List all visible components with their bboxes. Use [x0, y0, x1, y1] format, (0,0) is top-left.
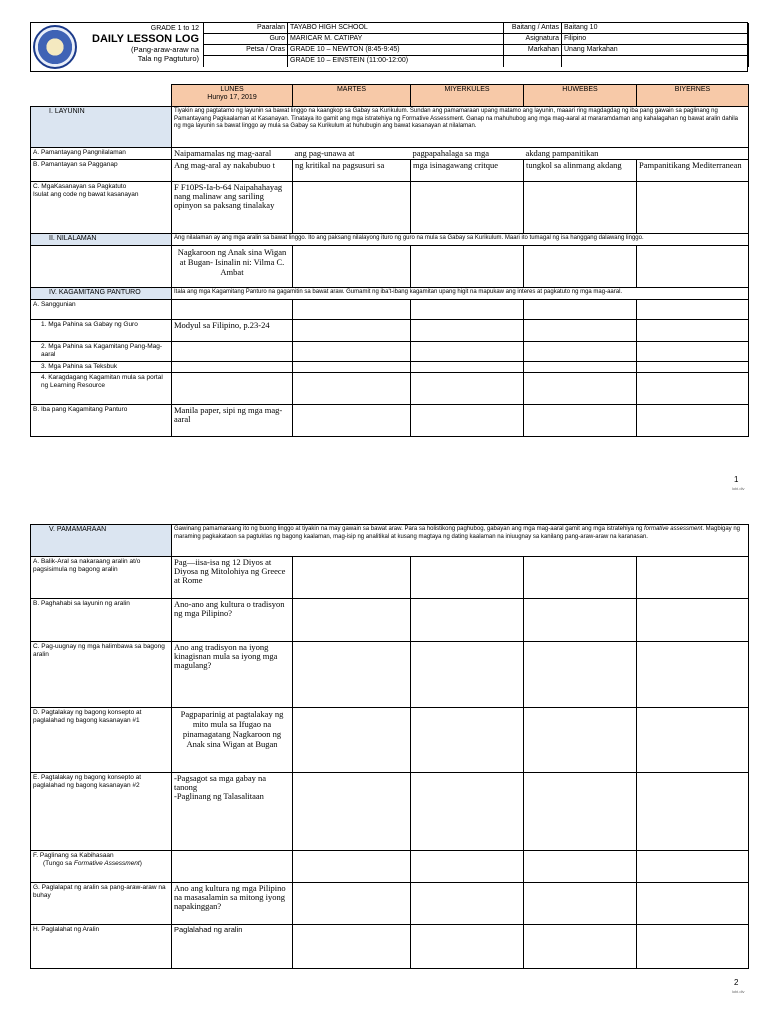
kagamitan-title: IV. KAGAMITANG PANTURO — [31, 288, 172, 300]
step-D-label: D. Pagtalakay ng bagong konsepto at paglalahad ng bagong kasanayan #1 — [31, 708, 172, 773]
subtitle-line2: Tala ng Pagtuturo) — [137, 54, 199, 63]
nilalaman-title: II. NILALAMAN — [31, 234, 172, 246]
markahan-value: Unang Markahan — [562, 45, 749, 56]
pp-martes: ng kritikal na pagsusuri sa — [293, 160, 411, 182]
itemB-label: B. Iba pang Kagamitang Panturo — [31, 405, 172, 437]
layunin-title: I. LAYUNIN — [31, 107, 172, 148]
dll-title: DAILY LESSON LOG — [92, 33, 199, 45]
step-G-lunes: Ano ang kultura ng mga Pilipino na masasalamin sa mitong iyong napakinggan? — [172, 883, 293, 925]
item1-lunes: Modyul sa Filipino, p.23-24 — [172, 320, 293, 342]
pn-martes: ang pag-unawa at — [293, 148, 411, 160]
day-huwebes: HUWEBES — [524, 85, 637, 107]
petsa-label: Petsa / Oras — [204, 45, 288, 56]
markahan-label: Markahan — [504, 45, 562, 56]
item3-label: 3. Mga Pahina sa Teksbuk — [31, 362, 172, 373]
page1-sub: lobi.div — [732, 486, 745, 491]
asignatura-label: Asignatura — [504, 34, 562, 45]
item1-label: 1. Mga Pahina sa Gabay ng Guro — [31, 320, 172, 342]
day-martes: MARTES — [293, 85, 411, 107]
pn-huwebes: akdang pampanitikan — [524, 148, 637, 160]
sanggunian-label: A. Sanggunian — [31, 300, 172, 320]
baitang-label: Baitang / Antas — [504, 23, 562, 34]
kasanayan-lunes: F F10PS-Ia-b-64 Naipahahayag nang malinaw ang sariling opinyon sa paksang tinalakay — [172, 182, 293, 234]
header-grid-right — [503, 23, 749, 67]
subtitle-line1: (Pang-araw-araw na — [131, 45, 199, 54]
step-F-label: F. Paglinang sa Kabihasaan (Tungo sa Formative Assessment) — [31, 851, 172, 883]
header-block — [30, 22, 748, 72]
pamantayan-nilalaman-label: A. Pamantayang Pangnilalaman — [31, 148, 172, 160]
petsa-value-1: GRADE 10 – NEWTON (8:45-9:45) — [288, 45, 504, 56]
pn-miyerkules: pagpapahalaga sa mga — [411, 148, 524, 160]
step-B-label: B. Paghahabi sa layunin ng aralin — [31, 599, 172, 642]
guro-label: Guro — [204, 34, 288, 45]
day-miyerkules: MIYERKULES — [411, 85, 524, 107]
header-grid-left — [203, 23, 504, 67]
kasanayan-sublabel: Isulat ang code ng bawat kasanayan — [33, 191, 139, 198]
step-C-lunes: Ano ang tradisyon na iyong kinagisnan mula sa iyong mga magulang? — [172, 642, 293, 708]
asignatura-value: Filipino — [562, 34, 749, 45]
page1-table — [30, 84, 749, 437]
guro-value: MARICAR M. CATIPAY — [288, 34, 504, 45]
page2-table — [30, 524, 749, 969]
pamantayan-pagganap-label: B. Pamantayan sa Pagganap — [31, 160, 172, 182]
day-biyernes: BIYERNES — [637, 85, 749, 107]
pamamaraan-text: Gawinang pamamaraang ito ng buong linggo at tiyakin na may gawain sa bawat araw. Para sa holistikong paghubog, gabayan ang mga mag-aaral gamit ang mga istratehiya ng formative assessment. Magbigay ng maraming pagkakataon sa pagtuklas ng bagong kaalaman, mag-isip ng analitikal at kusang magtaya ng dating kaalaman na iniuugnay sa kanilang pang-araw-araw na karanasan. — [172, 525, 749, 557]
pp-miyerkules: mga isinagawang critque — [411, 160, 524, 182]
step-E-label: E. Pagtalakay ng bagong konsepto at paglalahad ng bagong kasanayan #2 — [31, 773, 172, 851]
paaralan-label: Paaralan — [204, 23, 288, 34]
header-title — [81, 23, 203, 71]
lunes-date: Hunyo 17, 2019 — [207, 94, 257, 101]
itemB-lunes: Manila paper, sipi ng mga mag-aaral — [172, 405, 293, 437]
page2-table-wrap — [30, 524, 748, 969]
step-H-label: H. Paglalahat ng Aralin — [31, 925, 172, 969]
step-A-label: A. Balik-Aral sa nakaraang aralin at/o pagsisimula ng bagong aralin — [31, 557, 172, 599]
item2-label: 2. Mga Pahina sa Kagamitang Pang-Mag-aaral — [31, 342, 172, 362]
layunin-text: Tiyakin ang pagtatamo ng layunin sa bawat linggo na kaangkop sa Gabay sa Kurikulum. Sundan ang pamamaraan upang matamo ang layunin, maaari ring magdagdag ng iba pang gawain sa paglinang ng Pamantayang Pagkaalaman at Kasanayan. Tinataya ito gamit ang mga istratehiya ng Formative Assessment. Ganap na mahuhubog ang mga mag-aaral at mararamdaman ang kahalagahan ng bawat aralin dahila ng mga layunin sa bawat linggo ay mula sa Gabay sa Kurikulum at huhubugin ang bawat kasanayan at nilalaman. — [172, 107, 749, 148]
step-A-lunes: Pag—iisa-isa ng 12 Diyos at Diyosa ng Mitolohiya ng Greece at Rome — [172, 557, 293, 599]
step-H-lunes: Paglalahad ng aralin — [172, 925, 293, 969]
day-lunes: LUNES Hunyo 17, 2019 — [172, 85, 293, 107]
step-C-label: C. Pag-uugnay ng mga halimbawa sa bagong aralin — [31, 642, 172, 708]
pp-biyernes: Pampanitikang Mediterranean — [637, 160, 749, 182]
baitang-value: Baitang 10 — [562, 23, 749, 34]
pp-huwebes: tungkol sa alinmang akdang — [524, 160, 637, 182]
nilalaman-text: Ang nilalaman ay ang mga aralin sa bawat linggo. Ito ang paksang nilalayong ituro ng guro na mula sa Gabay sa Kurikulum. Maari ito tumagal ng isa hanggang dalawang linggo. — [172, 234, 749, 246]
kagamitan-text: Itala ang mga Kagamitang Panturo na gagamitin sa bawat araw. Gumamit ng iba't-ibang kagamitan upang higit na mapukaw ang interes at pagkatuto ng mga mag-aaral. — [172, 288, 749, 300]
pamamaraan-title: V. PAMAMARAAN — [31, 525, 172, 557]
page2-sub: lobi.div — [732, 989, 745, 994]
nilalaman-lunes: Nagkaroon ng Anak sina Wigan at Bugan- Isinalin ni: Vilma C. Ambat — [172, 246, 293, 288]
paaralan-value: TAYABO HIGH SCHOOL — [288, 23, 504, 34]
step-E-lunes: -Pagsagot sa mga gabay na tanong -Paglinang ng Talasalitaan — [172, 773, 293, 851]
step-G-label: G. Paglalapat ng aralin sa pang-araw-araw na buhay — [31, 883, 172, 925]
petsa-value-2: GRADE 10 – EINSTEIN (11:00-12:00) — [288, 56, 504, 67]
item4-label: 4. Karagdagang Kagamitan mula sa portal ng Learning Resource — [31, 373, 172, 405]
pn-lunes: Naipamamalas ng mag-aaral — [172, 148, 293, 160]
page1-number: 1 — [734, 475, 739, 484]
page2-number: 2 — [734, 978, 739, 987]
kasanayan-label: C. MgaKasanayan sa Pagkatuto Isulat ang code ng bawat kasanayan — [31, 182, 172, 234]
deped-seal-icon — [33, 25, 77, 69]
page1-table-wrap — [30, 84, 748, 437]
pp-lunes: Ang mag-aral ay nakabubuo t — [172, 160, 293, 182]
step-B-lunes: Ano-ano ang kultura o tradisyon ng mga Pilipino? — [172, 599, 293, 642]
step-D-lunes: Pagpaparinig at pagtalakay ng mito mula sa Ifugao na pinamagatang Nagkaroon ng Anak sina Wigan at Bugan — [172, 708, 293, 773]
grade-text: GRADE 1 to 12 — [150, 25, 199, 32]
